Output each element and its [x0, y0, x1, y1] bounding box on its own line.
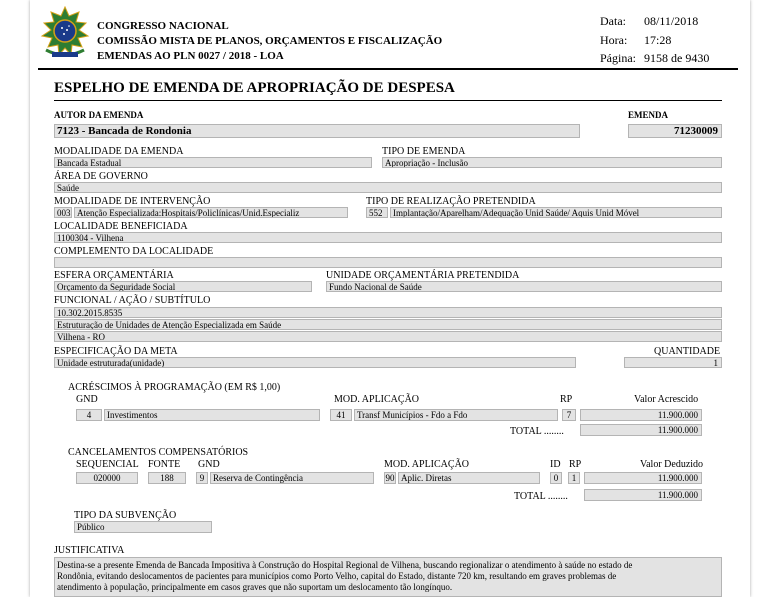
modalidade-field: Bancada Estadual: [54, 157, 372, 168]
complemento-label: COMPLEMENTO DA LOCALIDADE: [54, 246, 214, 257]
cancelamentos-seq-field: 020000: [76, 472, 138, 484]
acrescimos-gnd-field: Investimentos: [104, 409, 320, 421]
cancelamentos-mod-field: Aplic. Diretas: [398, 472, 540, 484]
cancelamentos-id-field: 0: [550, 472, 562, 484]
acrescimos-gnd-label: GND: [76, 394, 98, 405]
cancelamentos-valor-field: 11.900.000: [584, 472, 702, 484]
localidade-label: LOCALIDADE BENEFICIADA: [54, 221, 188, 232]
complemento-field: [54, 257, 722, 268]
localidade-field: 1100304 - Vilhena: [54, 232, 722, 243]
acrescimos-mod-label: MOD. APLICAÇÃO: [334, 394, 420, 405]
author-field: 7123 - Bancada de Rondonia: [54, 124, 580, 138]
unidade-field: Fundo Nacional de Saúde: [326, 281, 722, 292]
acrescimos-rp-field: 7: [562, 409, 576, 421]
quantidade-field: 1: [624, 357, 722, 368]
meta-label: ESPECIFICAÇÃO DA META: [54, 346, 178, 357]
acrescimos-valor-label: Valor Acrescido: [634, 394, 699, 405]
page-label: Página:: [600, 51, 636, 65]
esfera-field: Orçamento da Seguridade Social: [54, 281, 312, 292]
cancelamentos-gnd-code: 9: [196, 472, 208, 484]
tipo-label: TIPO DE EMENDA: [382, 146, 466, 157]
acrescimos-mod-field: Transf Municípios - Fdo a Fdo: [354, 409, 558, 421]
realizacao-label: TIPO DE REALIZAÇÃO PRETENDIDA: [366, 196, 536, 207]
realizacao-code: 552: [366, 207, 388, 218]
brazil-coat-of-arms-icon: [38, 6, 92, 60]
justificativa-line-1: Destina-se a presente Emenda de Bancada Impositiva à Construção do Hospital Regional de Vilhena, buscando regionalizar o atendimento à saúde no estado de: [57, 560, 633, 570]
author-label: AUTOR DA EMENDA: [54, 110, 144, 120]
page-title: ESPELHO DE EMENDA DE APROPRIAÇÃO DE DESPESA: [54, 80, 455, 96]
funcional-subtitulo-field: Vilhena - RO: [54, 331, 722, 342]
quantidade-label: QUANTIDADE: [654, 346, 721, 357]
emenda-field: 71230009: [628, 124, 722, 138]
intervencao-label: MODALIDADE DE INTERVENÇÃO: [54, 196, 211, 207]
funcional-acao-field: Estruturação de Unidades de Atenção Especializada em Saúde: [54, 319, 722, 330]
acrescimos-valor-field: 11.900.000: [580, 409, 702, 421]
emenda-label: EMENDA: [628, 110, 668, 120]
cancelamentos-fonte-field: 188: [148, 472, 186, 484]
cancelamentos-mod-label: MOD. APLICAÇÃO: [384, 459, 470, 470]
justificativa-line-2: Rondônia, evitando deslocamentos de pacientes para municípios como Porto Velho, capital do Estado, distante 720 km, resultando em graves problemas de: [57, 571, 617, 581]
cancelamentos-rp-field: 1: [568, 472, 580, 484]
justificativa-line-3: atendimento à população, principalmente em casos graves que não suportam um deslocamento tão longínquo.: [57, 582, 453, 592]
cancelamentos-seq-label: SEQUENCIAL: [76, 459, 139, 470]
subvencao-label: TIPO DA SUBVENÇÃO: [74, 510, 177, 521]
acrescimos-mod-code: 41: [330, 409, 352, 421]
tipo-field: Apropriação - Inclusão: [382, 157, 722, 168]
justificativa-field: [54, 557, 722, 597]
header-divider: [38, 68, 738, 70]
document-page: [30, 0, 750, 597]
time-label: Hora:: [600, 33, 628, 47]
funcional-code-field: 10.302.2015.8535: [54, 307, 722, 318]
title-underline: [54, 100, 722, 101]
date-label: Data:: [600, 14, 626, 28]
cancelamentos-label: CANCELAMENTOS COMPENSATÓRIOS: [68, 447, 249, 458]
unidade-label: UNIDADE ORÇAMENTÁRIA PRETENDIDA: [326, 270, 520, 281]
date-value: 08/11/2018: [644, 14, 699, 28]
header-emendas: EMENDAS AO PLN 0027 / 2018 - LOA: [97, 50, 284, 62]
justificativa-label: JUSTIFICATIVA: [54, 545, 125, 556]
meta-field: Unidade estruturada(unidade): [54, 357, 576, 368]
acrescimos-total-field: 11.900.000: [580, 424, 702, 436]
cancelamentos-gnd-label: GND: [198, 459, 220, 470]
esfera-label: ESFERA ORÇAMENTÁRIA: [54, 270, 174, 281]
time-value: 17:28: [644, 33, 672, 47]
acrescimos-rp-label: RP: [560, 394, 573, 405]
intervencao-code: 003: [54, 207, 72, 218]
modalidade-label: MODALIDADE DA EMENDA: [54, 146, 184, 157]
header-congress: CONGRESSO NACIONAL: [97, 20, 229, 32]
acrescimos-gnd-code: 4: [76, 409, 102, 421]
cancelamentos-rp-label: RP: [569, 459, 582, 470]
area-label: ÁREA DE GOVERNO: [54, 171, 148, 182]
acrescimos-total-label: TOTAL ........: [510, 426, 564, 437]
header-commission: COMISSÃO MISTA DE PLANOS, ORÇAMENTOS E FISCALIZAÇÃO: [97, 35, 443, 47]
cancelamentos-mod-code: 90: [385, 473, 395, 483]
cancelamentos-id-label: ID: [550, 459, 561, 470]
realizacao-field: Implantação/Aparelham/Adequação Unid Saúde/ Aquis Unid Móvel: [390, 207, 722, 218]
intervencao-field: Atenção Especializada:Hospitais/Policlínicas/Unid.Especializ: [74, 207, 348, 218]
area-field: Saúde: [54, 182, 722, 193]
subvencao-field: Público: [74, 521, 212, 533]
cancelamentos-valor-label: Valor Deduzido: [640, 459, 704, 470]
acrescimos-label: ACRÉSCIMOS À PROGRAMAÇÃO (EM R$ 1,00): [68, 382, 281, 393]
funcional-label: FUNCIONAL / AÇÃO / SUBTÍTULO: [54, 295, 211, 306]
cancelamentos-fonte-label: FONTE: [148, 459, 181, 470]
cancelamentos-total-label: TOTAL ........: [514, 491, 568, 502]
cancelamentos-total-field: 11.900.000: [584, 489, 702, 501]
cancelamentos-gnd-field: Reserva de Contingência: [210, 472, 374, 484]
page-value: 9158 de 9430: [644, 51, 710, 65]
